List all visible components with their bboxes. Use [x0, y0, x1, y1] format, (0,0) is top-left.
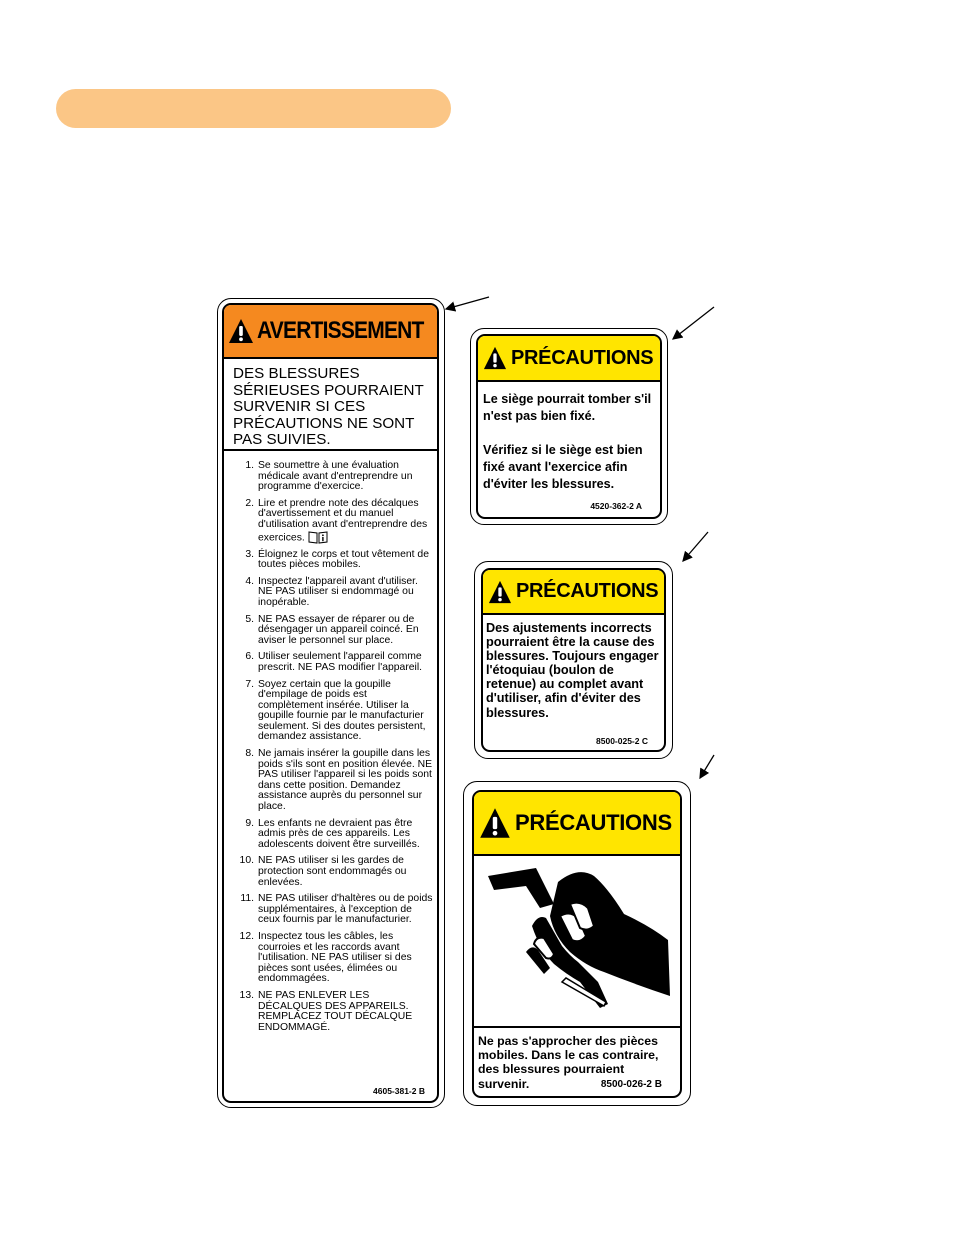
arrow-caution-3 [700, 755, 714, 778]
arrow-caution-2 [683, 532, 708, 561]
caution-text: Des ajustements incorrects pourraient être la cause des blessures. Toujours engager l'étoquiau (boulon de retenue) au complet avant d'utiliser, afin d'éviter des blessures. [486, 621, 659, 720]
warning-item: 7. Soyez certain que la goupille d'empilage de poids est complètement insérée. Utiliser la goupille fournie par le manufacturier seulement. Si des doutes persistent, demandez assistance. [245, 678, 426, 743]
warning-item: 4. Inspectez l'appareil avant d'utiliser. NE PAS utiliser si endommagé ou inopérable. [245, 575, 418, 608]
caution-text: Le siège pourrait tomber s'il n'est pas bien fixé. [483, 392, 652, 423]
caution-title: PRÉCAUTIONS [511, 346, 654, 369]
warning-item: 6. Utiliser seulement l'appareil comme prescrit. NE PAS modifier l'appareil. [245, 651, 423, 673]
exclamation-triangle-icon [479, 807, 511, 839]
exclamation-triangle-icon [488, 580, 512, 604]
caution-title: PRÉCAUTIONS [516, 580, 659, 602]
caution-label-moving-parts [463, 781, 691, 1106]
warning-item: 2. Lire et prendre note des décalques d'avertissement et du manuel d'utilisation avant d'entreprendre des exercices. [245, 497, 428, 543]
warning-item: 5. NE PAS essayer de réparer ou de désengager un appareil coincé. En aviser le personnel sur place. [245, 613, 419, 646]
caution-header [478, 336, 660, 382]
manual-book-icon [308, 531, 328, 544]
warning-item: 3. Éloignez le corps et tout vêtement de toutes pièces mobiles. [245, 548, 429, 571]
warning-item: 10. NE PAS utiliser si les gardes de protection sont endommagés ou enlevées. [239, 855, 407, 888]
caution-code: 4520-362-2 A [590, 501, 642, 511]
caution-header [483, 570, 664, 615]
warning-item: 13. NE PAS ENLEVER LES DÉCALQUES DES APPAREILS. REMPLACEZ TOUT DÉCALQUE ENDOMMAGÉ. [239, 989, 413, 1033]
warning-item: 8. Ne jamais insérer la goupille dans les poids s'ils sont en position élevée. NE PAS utiliser l'appareil si les poids sont dans cette position. Demandez assistance auprès du personnel sur place. [245, 748, 433, 813]
arrow-warning [446, 297, 489, 309]
warning-item: 12. Inspectez tous les câbles, les courroies et les raccords avant l'utilisation. NE PAS utiliser si des pièces sont usées, élimées ou endommagées. [239, 930, 412, 985]
caution-code: 8500-025-2 C [596, 736, 648, 746]
caution-code: 8500-026-2 B [600, 1079, 662, 1090]
hand-pinch-hazard-icon [474, 856, 680, 1026]
exclamation-triangle-icon [483, 346, 507, 370]
caution-header [474, 792, 680, 856]
warning-header [224, 305, 437, 359]
caution-label-seat [470, 328, 668, 525]
pictogram-area [474, 856, 680, 1028]
warning-intro: DES BLESSURES SÉRIEUSES POURRAIENT SURVENIR SI CES PRÉCAUTIONS NE SONT PAS SUIVIES. [224, 359, 437, 451]
header-bar [56, 89, 451, 128]
warning-code: 4605-381-2 B [373, 1086, 425, 1096]
exclamation-triangle-icon [228, 318, 254, 344]
caution-label-adjustment [474, 561, 673, 759]
caution-text-2: Vérifiez si le siège est bien fixé avant l'exercice afin d'éviter les blessures. [483, 443, 643, 491]
warning-list [224, 451, 437, 1033]
warning-item: 9. Les enfants ne devraient pas être admis près de ces appareils. Les adolescents doivent être surveillés. [245, 817, 420, 850]
arrow-caution-1 [673, 307, 714, 339]
caution-title: PRÉCAUTIONS [515, 810, 672, 835]
caution-text: Ne pas s'approcher des pièces mobiles. Dans le cas contraire, des blessures pourraient survenir. [478, 1034, 659, 1091]
warning-title: AVERTISSEMENT [257, 317, 424, 344]
warning-label [217, 298, 445, 1108]
warning-item: 11. NE PAS utiliser d'haltères ou de poids supplémentaires, à l'exception de ceux fournis par le manufacturier. [240, 893, 433, 926]
warning-item: 1. Se soumettre à une évaluation médicale avant d'entreprendre un programme d'exercice. [245, 460, 413, 493]
